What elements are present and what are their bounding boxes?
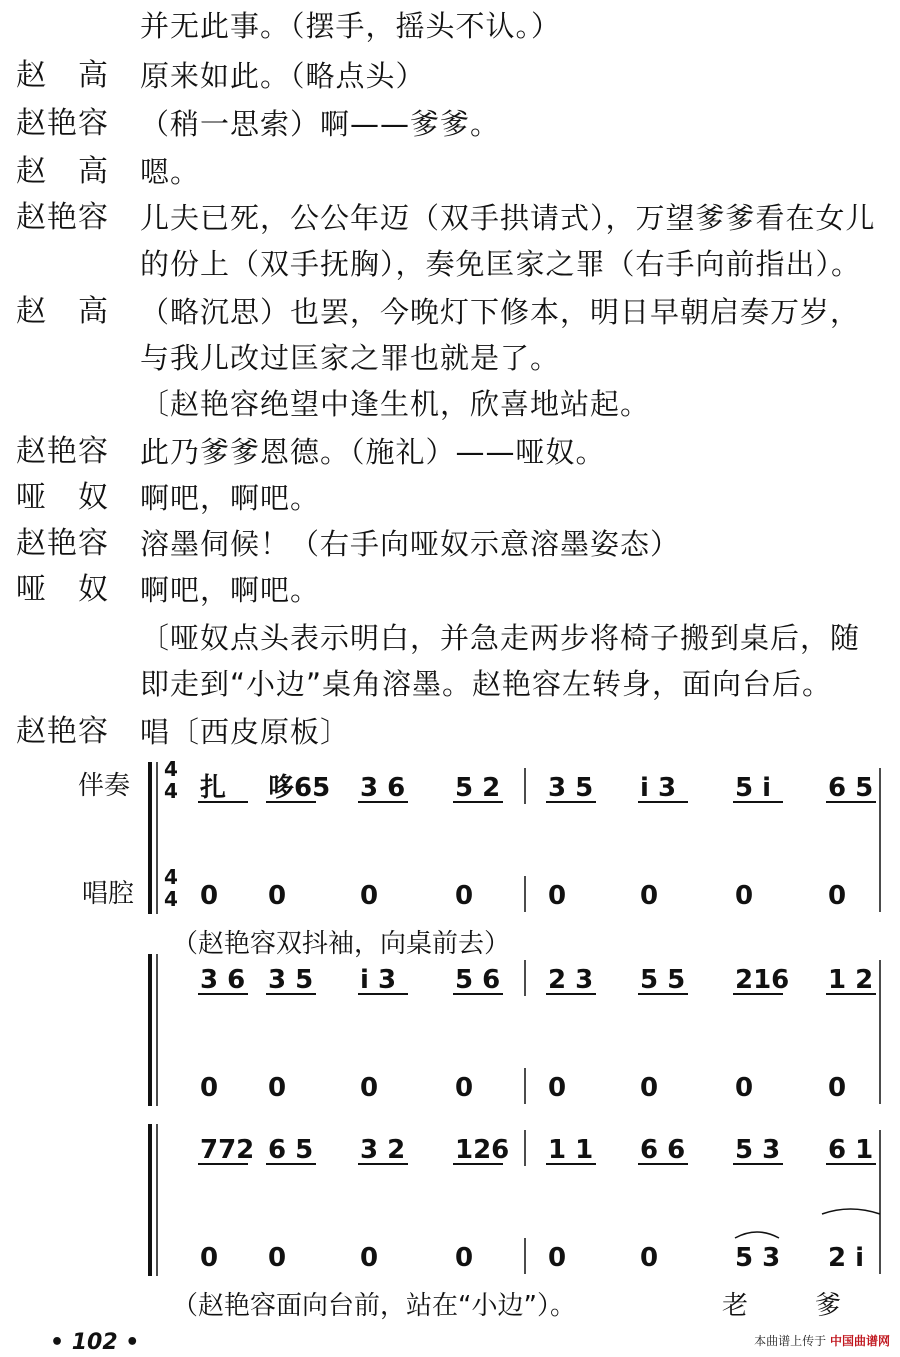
accompaniment-note: 5 3 [735,1135,781,1165]
speaker-name: 赵艳容 [16,200,109,235]
accompaniment-note: 1 1 [548,1135,594,1165]
numbered-score [0,740,900,1320]
dialogue-text: 的份上（双手抚胸），奏免匡家之罪（右手向前指出）。 [140,247,862,281]
accompaniment-note: 6 6 [640,1135,686,1165]
accompaniment-note: 6 1 [828,1135,874,1165]
speaker-name: 赵艳容 [16,714,109,749]
dialogue-text: 并无此事。（摆手，摇头不认。） [140,9,562,43]
dialogue-text: 溶墨伺候！（右手向哑奴示意溶墨姿态） [140,527,681,561]
vocal-note: 0 [640,1073,659,1103]
speaker-name: 赵艳容 [16,434,109,469]
vocal-note: 5 3 [735,1243,781,1273]
stage-direction: （赵艳容双抖袖，向桌前去） [172,929,511,959]
accompaniment-note: 1 2 [828,965,874,995]
accompaniment-note: 5 6 [455,965,501,995]
vocal-note: 0 [200,881,219,911]
dialogue-text: 此乃爹爹恩德。（施礼）——哑奴。 [140,435,606,469]
accompaniment-note: 扎 [200,773,227,803]
accompaniment-note: i 3 [360,965,397,995]
vocal-note: 0 [455,881,474,911]
vocal-note: 0 [268,1073,287,1103]
vocal-note: 0 [200,1073,219,1103]
accompaniment-note: 5 2 [455,773,501,803]
dialogue-text: 啊吧，啊吧。 [140,481,321,515]
credit-brand: 中国曲谱网 [829,1334,890,1348]
speaker-name: 赵艳容 [16,106,109,141]
dialogue-text: 唱〔西皮原板〕 [140,715,351,749]
dialogue-text: 啊吧，啊吧。 [140,573,321,607]
accompaniment-note: 6 5 [268,1135,314,1165]
accompaniment-note: 3 5 [268,965,314,995]
score-staff [0,740,900,1320]
speaker-name: 赵艳容 [16,526,109,561]
meter-bottom: 4 [164,779,178,803]
vocal-note: 0 [200,1243,219,1273]
speaker-name: 赵 高 [16,294,109,329]
dialogue-text: 嗯。 [140,155,201,189]
speaker-name: 哑 奴 [16,572,109,607]
vocal-note: 0 [360,1073,379,1103]
accompaniment-note: 3 5 [548,773,594,803]
page-number: • 102 • [50,1330,140,1355]
dialogue-text: 与我儿改过匡家之罪也就是了。 [140,341,561,375]
stage-direction: （赵艳容面向台前，站在“小边”）。 [172,1291,576,1320]
dialogue-text: 原来如此。（略点头） [140,59,426,93]
meter-bottom: 4 [164,887,178,911]
accompaniment-note: 哆65 [268,773,331,803]
slur [822,1209,880,1214]
accompaniment-note: 6 5 [828,773,874,803]
speaker-name: 赵 高 [16,58,109,93]
dialogue-text: 〔赵艳容绝望中逢生机，欣喜地站起。 [140,387,651,421]
dialogue-text: （稍一思索）啊——爹爹。 [140,107,501,141]
vocal-note: 0 [828,881,847,911]
accompaniment-note: 2 3 [548,965,594,995]
vocal-note: 0 [268,1243,287,1273]
accompaniment-note: 216 [735,965,790,995]
dialogue-text: 〔哑奴点头表示明白，并急走两步将椅子搬到桌后，随 [140,621,861,655]
dialogue-text: （略沉思）也罢，今晚灯下修本，明日早朝启奏万岁， [140,295,861,329]
vocal-note: 0 [360,881,379,911]
vocal-note: 0 [360,1243,379,1273]
accompaniment-note: 5 i [735,773,772,803]
vocal-note: 0 [640,881,659,911]
vocal-note: 0 [455,1073,474,1103]
accompaniment-note: 3 2 [360,1135,406,1165]
vocal-note: 0 [548,881,567,911]
vocal-note: 0 [268,881,287,911]
accompaniment-note: 126 [455,1135,510,1165]
lyric-syllable: 老 [722,1291,749,1320]
part-label-accompaniment: 伴奏 [78,771,131,801]
accompaniment-note: i 3 [640,773,677,803]
dialogue-text: 儿夫已死，公公年迈（双手拱请式），万望爹爹看在女儿 [140,201,876,235]
vocal-note: 0 [735,1073,754,1103]
vocal-note: 0 [735,881,754,911]
lyric-syllable: 爹 [815,1291,842,1320]
dialogue-text: 即走到“小边”桌角溶墨。赵艳容左转身，面向台后。 [140,667,833,701]
slur [735,1232,779,1238]
accompaniment-note: 5 5 [640,965,686,995]
vocal-note: 2 i [828,1243,865,1273]
meter-top: 4 [164,865,178,889]
source-credit [754,1332,890,1349]
speaker-name: 赵 高 [16,154,109,189]
vocal-note: 0 [455,1243,474,1273]
accompaniment-note: 3 6 [360,773,406,803]
meter-top: 4 [164,757,178,781]
credit-prefix: 本曲谱上传于 [754,1334,827,1348]
vocal-note: 0 [828,1073,847,1103]
vocal-note: 0 [640,1243,659,1273]
vocal-note: 0 [548,1073,567,1103]
part-label-vocal: 唱腔 [82,879,135,909]
speaker-name: 哑 奴 [16,480,109,515]
accompaniment-note: 3 6 [200,965,246,995]
accompaniment-note: 772 [200,1135,255,1165]
vocal-note: 0 [548,1243,567,1273]
